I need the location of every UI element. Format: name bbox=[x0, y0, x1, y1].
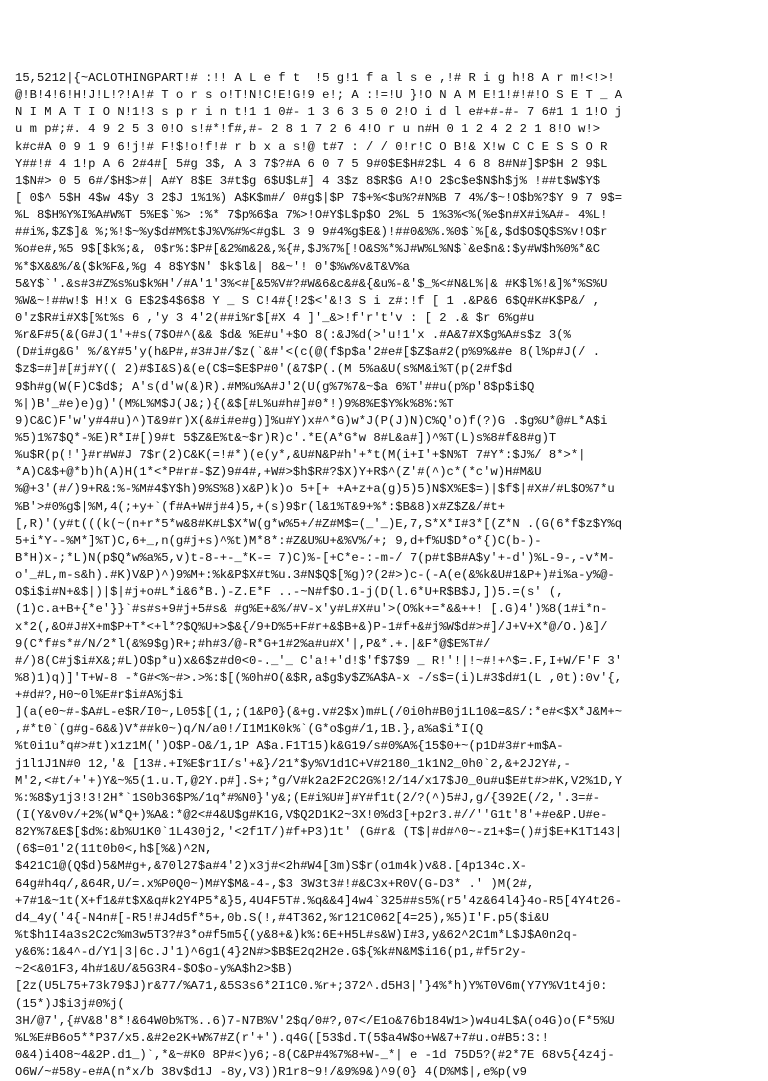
text-line: j1l1J1N#0 12,'& [13#.+I%E$r1I/s'+&}/21*$y%V1d1C+V#2180_1k1N2_0h0`2,&+2J2Y#,- bbox=[15, 756, 571, 771]
text-line: ~2<&01F3,4h#1&U/&5G3R4-$O$o-y%A$h2>$B) bbox=[15, 962, 293, 977]
text-line: %t0i1u*q#>#t)x1z1M(')O$P-O&/1,1P A$a.F1T15)k&G19/s#0%A%{15$0+~(p1D#3#r+m$A- bbox=[15, 739, 564, 754]
text-line: (1)c.a+B+{*e'}}`#s#s+9#j+5#s& #g%E+&%/#V-x'y#L#X#u'>(O%k+=*&&++! [.G)4')%8(1#i*n- bbox=[15, 602, 608, 617]
text-line: #/)8(C#j$i#X&;#L)O$p*u)x&6$z#d0<0-._'_ C'a!+'d!$'f$7$9 _ R!'!|!~#!+^$=.F,I+W/F'F 3' bbox=[15, 653, 623, 668]
text-line: +#d#?,H0~0l%E#r$i#A%j$i bbox=[15, 688, 184, 703]
text-line: (I(Y&v0v/+2%(W*Q+)%A&:*@2<#4&U$g#K1G,V$Q2D1K2~3X!0%d3[+p2r3.#//''G1t'8'+#e&P.U#e- bbox=[15, 808, 608, 823]
text-line: %8)1)q)]'T+W-8 -*G#<%~#>.>%:$[(%0h#O(&$R,a$g$y$Z%A$A-x -/s$=(i)L#3$d#1(L ,0t):0v'{, bbox=[15, 670, 623, 685]
text-line: %r&F#5(&(G#J(1'+#s(7$O#^(&& $d& %E#u'+$O 8(:&J%d(>'u!1'x .#A&7#X$g%A#s$z 3(% bbox=[15, 328, 571, 343]
text-line: [,R)'(y#t(((k(~(n+r*5*w&8#K#L$X*W(g*w%5+/#Z#M$=(_'_)E,7,S*X*I#3*[(Z*N .(G(6*f$z$Y%q bbox=[15, 516, 623, 531]
text-line: [ 0$^ 5$H 4$w 4$y 3 2$J 1%1%) A$K$m#/ 0#g$|$P 7$+%<$u%?#N%B 7 4%/$~!O$b%?$Y 9 7 9$= bbox=[15, 190, 623, 205]
text-line: B*H)x-;*L)N(p$Q*w%a%5,v)t-8-+-_*K-= 7)C)%-[+C*e-:-m-/ 7(p#t$B#A$y'+-d')%L-9-,-v*M- bbox=[15, 550, 615, 565]
text-line: %5)1%7$Q*-%E)R*I#[)9#t 5$Z&E%t&~$r)R)c'.*E(A*G*w 8#L&a#])^%T(L)s%8#f&8#g)T bbox=[15, 430, 557, 445]
text-line: %u$R(p(!'}#r#W#J 7$r(2)C&K(=!#*)(e(y*,&U#N&P#h'+*t(M(i+I'+$N%T 7#Y*:$J%/ 8*>*| bbox=[15, 448, 586, 463]
text-line: %o#e#,%5 9$[$k%;&, 0$r%:$P#[&2%m&2&,%{#,$J%7%[!O&S%*%J#W%L%N$`&e$n&:$y#W$h%0%*&C bbox=[15, 242, 601, 257]
text-line: [2z(U5L75+73k79$J)r&77/%A71,&5S3s6*2I1C0.%r+;372^.d5H3|'}4%*h)Y%T0V6m(Y7Y%V1t4j0: bbox=[15, 979, 608, 994]
text-line: 1$N#> 0 5 6#/$H$>#| A#Y 8$E 3#t$g 6$U$L#] 4 3$z 8$R$G A!O 2$c$e$N$h$j% !##t$W$Y$ bbox=[15, 173, 601, 188]
binary-text-dump bbox=[15, 70, 760, 1081]
text-line: %W&~!##w!$ H!x G E$2$4$6$8 Y _ S C!4#{!2$<'&!3 S i z#:!f [ 1 .&P&6 6$Q#K#K$P&/ , bbox=[15, 293, 601, 308]
text-line: %:%8$y1j3!3!2H*`1S0b36$P%/1q*#%N0}'y&;(E#i%U#]#Y#f1t(2/?(^)5#J,g/{392E(/2,'.3=#- bbox=[15, 790, 601, 805]
text-line: ##i%,$Z$]& %;%!$~%y$d#M%t$J%V%#%<#g$L 3 9 9#4%g$E&)!##0&%%.%0$`%[&,$d$O$Q$S%v!O$r bbox=[15, 225, 608, 240]
text-line: %|)B'_#e)e)g)'(M%L%M$J(J&;){(&$[#L%u#h#]#0*!)9%8%E$Y%k%8%:%T bbox=[15, 396, 454, 411]
text-line: (15*)J$i3j#0%j( bbox=[15, 996, 125, 1011]
text-line: O$i$i#N+&$|)|$|#j+o#L*i&6*B.)-Z.E*F ..-~N#f$O.1-j(D(l.6*U+R$B$J,])5.=(s' (, bbox=[15, 585, 564, 600]
text-line: *A)C&$+@*b)h(A)H(1*<*P#r#-$Z)9#4#,+W#>$h$R#?$X)Y+R$^(Z'#(^)c*(*c'w)H#M&U bbox=[15, 465, 542, 480]
text-line: %@+3'(#/)9+R&:%-%M#4$Y$h)9%S%8)x&P)k)o 5+[+ +A+z+a(g)5)5)N$X%E$=)|$f$|#X#/#L$O%7*u bbox=[15, 482, 615, 497]
text-line: M'2,<#t/+'+)Y&~%5(1.u.T,@2Y.p#].S+;*g/V#k2a2F2C2G%!2/14/x17$J0_0u#u$E#t#>#K,V2%1D,Y bbox=[15, 773, 623, 788]
text-line: N I M A T I O N!1!3 s p r i n t!1 1 0#- 1 3 6 3 5 0 2!O i d l e#+#-#- 7 6#1 1 1!O j bbox=[15, 105, 623, 120]
text-line: Y##!# 4 1!p A 6 2#4#[ 5#g 3$, A 3 7$?#A 6 0 7 5 9#0$E$H#2$L 4 6 8 8#N#]$P$H 2 9$L bbox=[15, 156, 608, 171]
text-line: ](a(e0~#-$A#L-e$R/I0~,L05$[(1,;(1&P0}(&+g.v#2$x)m#L(/0i0h#B0j1L10&=&S/:*e#<$X*J&M+~ bbox=[15, 705, 623, 720]
text-line: 9(C*f#s*#/N/2*l(&%9$g)R+;#h#3/@-R*G+1#2%a#u#X'|,P&*.+.|&F*@$E%T#/ bbox=[15, 636, 491, 651]
text-line: k#c#A 0 9 1 9 6!j!# F!$!o!f!# r b x a s!@ t#7 : / / 0!r!C O B!& X!w C C E S S O R bbox=[15, 139, 608, 154]
text-line: O6W/~#58y-e#A(n*x/b 38v$d1J -8y,V3))R1r8~9!/&9%9&)^9(0} 4(D%M$|,e%p(v9 bbox=[15, 1065, 527, 1080]
text-line: $421C1@(Q$d)5&M#g+,&70l27$a#4'2)x3j#<2h#W4[3m)S$r(o1m4k)v&8.[4p134c.X- bbox=[15, 859, 527, 874]
text-line: %L%E#B6o5**P37/x5.&#2e2K+W%7#Z(r'+').q4G([53$d.T(5$a4W$o+W&7+7#u.o#B5:3:! bbox=[15, 1030, 549, 1045]
text-line: $z$=#]#[#j#Y(( 2)#$I&S)&(e(C$=$E$P#0'(&7$P(.(M 5%a&U(s%M&i%T(p(2#f$d bbox=[15, 362, 513, 377]
text-line: o'_#L,m-s&h).#K)V&P)^)9%M+:%k&P$X#t%u.3#N$Q$[%g)?(2#>)c-(-A(e(&%k&U#1&P+)#i%a-y%@- bbox=[15, 568, 615, 583]
text-line: x*2(,&O#J#X+m$P+T*<+l*?$Q%U+>$&{/9+D%5+F#r+&$B+&)P-1#f+&#j%W$d#>#]/J+V+X*@/O.)&]/ bbox=[15, 619, 608, 634]
text-line: ,#*t0`(g#g-6&&)V*##k0~)q/N/a0!/I1M1K0k%`(G*o$g#/1,1B.},a%a$i*I(Q bbox=[15, 722, 484, 737]
text-line: 0&4)i4O8~4&2P.d1_)`,*&~#K0 8P#<)y6;-8(C&P#4%7%8+W-_*| e -1d 75D5?(#2*7E 68v5{4z4j- bbox=[15, 1048, 615, 1063]
text-line: 9)C&C)F'w'y#4#u)^)T&9#r)X(&#i#e#g)]%u#Y)x#^*G)w*J(P(J)N)C%Q'o)f(?)G .$g%U*@#L*A$i bbox=[15, 413, 608, 428]
text-line: 5&Y$`'.&s#3#Z%s%u$k%H'/#A'1'3%<#[&5%V#?#W&6&c&#&{&u%-&'$_%<#N&L%|& #K$l%!&]%*%S%U bbox=[15, 276, 608, 291]
text-line: 0'z$R#i#X$[%t%s 6 ,'y 3 4'2(##i%r$[#X 4 ]'_&>!f'r't'v : [ 2 .& $r 6%g#u bbox=[15, 310, 535, 325]
text-line: 15,5212|{~ACLOTHINGPART!# :!! A L e f t !5 g!1 f a l s e ,!# R i g h!8 A r m!<!>! bbox=[15, 71, 615, 85]
text-line: (D#i#g&G' %/&Y#5'y(h&P#,#3#J#/$z(`&#'<(c(@(f$p$a'2#e#[$Z$a#2(p%9%&#e 8(l%p#J(/ . bbox=[15, 345, 601, 360]
text-line: 82Y%7&E$[$d%:&b%U1K0`1L430j2,'<2f1T/)#f+P3)1t' (G#r& (T$|#d#^0~-z1+$=()#j$E+K1T143| bbox=[15, 825, 623, 840]
text-line: %*$X&&%/&($k%F&,%g 4 8$Y$N' $k$l&| 8&~'! 0'$%w%v&T&V%a bbox=[15, 259, 410, 274]
text-line: %B'>#0%g$|%M,4(;+y+`(f#A+W#j#4)5,+(s)9$r(l&1%T&9+%*:$B&8)x#Z$Z&/#t+ bbox=[15, 499, 506, 514]
text-line: 3H/@7',{#V&8'8*!&64W0b%T%..6)7-N7B%V'2$q/0#?,07</E1o&76b184W1>)w4u4L$A(o4G)o(F*5%U bbox=[15, 1013, 615, 1028]
text-line: +7#1&~1t(X+f1&#t$X&q#k2Y4P5*&}5,4U4F5T#.%q&&4]4w4`325##s5%(r5'4z&64l4}4o-R5[4Y4t26- bbox=[15, 893, 623, 908]
text-line: u m p#;#. 4 9 2 5 3 0!O s!#*!f#,#- 2 8 1 7 2 6 4!O r u n#H 0 1 2 4 2 2 1 8!O w!> bbox=[15, 122, 601, 137]
text-line: %L 8$H%Y%I%A#W%T 5%E$`%> :%* 7$p%6$a 7%>!O#Y$L$p$O 2%L 5 1%3%<%(%e$n#X#i%A#- 4%L! bbox=[15, 208, 608, 223]
text-line: @!B!4!6!H!J!L!?!A!# T o r s o!T!N!C!E!G!9 e!; A :!=!U }!O N A M E!1!#!#!O S E T _ A bbox=[15, 88, 623, 103]
text-line: y&6%:1&4^-d/Y1|3|6c.J'1)^6g1(4}2N#>$B$E2q2H2e.G${%k#N&M$i16(p1,#f5r2y- bbox=[15, 945, 527, 960]
text-line: (6$=01'2(11t0b0<,h$[%&)^2N, bbox=[15, 842, 213, 857]
text-line: 64g#h4q/,&64R,U/=.x%P0Q0~)M#Y$M&-4-,$3 3W3t3#!#&C3x+R0V(G-D3* .' )M(2#, bbox=[15, 876, 535, 891]
text-line: 9$h#g(W(F)C$d$; A's(d'w(&)R).#M%u%A#J'2(U(g%7%7&~$a 6%T'##u(p%p'8$p$i$Q bbox=[15, 379, 535, 394]
text-line: %t$h1I4a3s2C2c%m3w5T3?#3*o#f5m5{(y&8+&)k%:6E+H5L#s&W)I#3,y&62^2C1m*L$J$A0n2q- bbox=[15, 928, 579, 943]
text-line: 5+i*Y--%M*]%T)C,6+_,n(g#j+s)^%t)M*8*:#Z&U%U+&%V%/+; 9,d+f%U$D*o*{)C(b-)- bbox=[15, 533, 542, 548]
text-line: d4_4y('4{-N4n#[-R5!#J4d5f*5+,0b.S(!,#4T362,%r121C062[4=25),%5)I'F.p5($i&U bbox=[15, 910, 549, 925]
